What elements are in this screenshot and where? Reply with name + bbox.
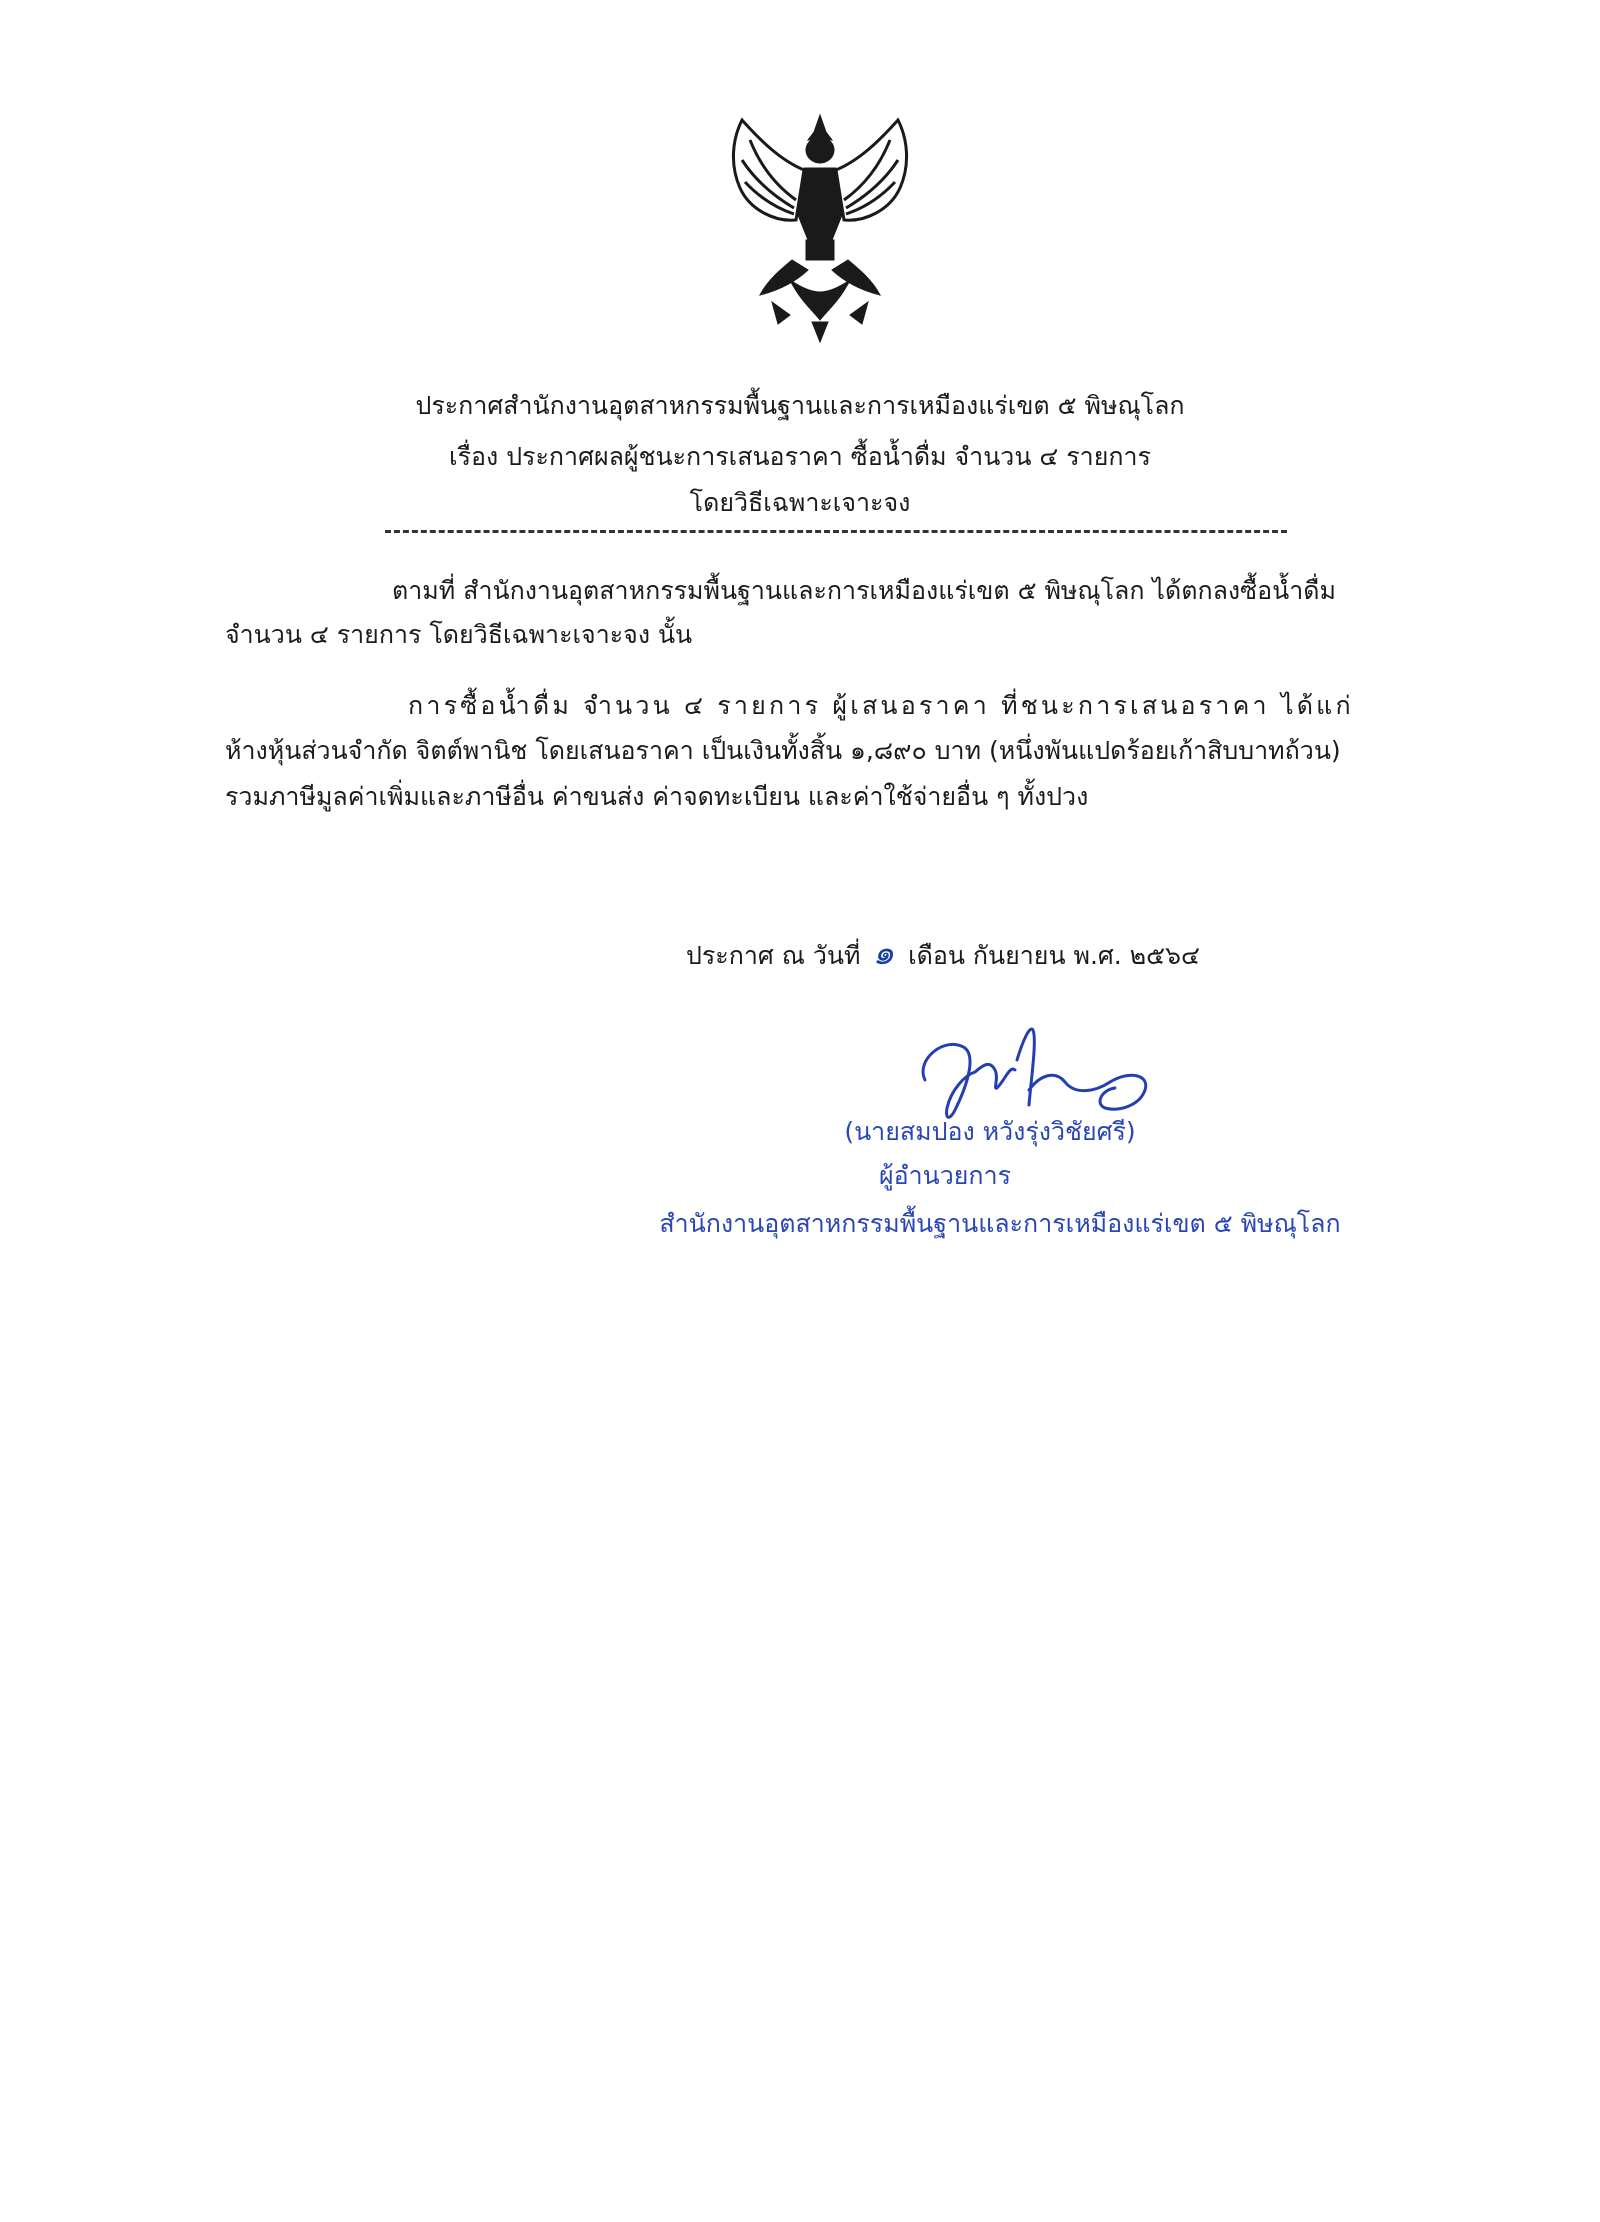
paragraph-1-line-1: ตามที่ สำนักงานอุตสาหกรรมพื้นฐานและการเหมืองแร่เขต ๕ พิษณุโลก ได้ตกลงซื้อน้ำดื่ม (392, 576, 1336, 605)
announcement-title: ประกาศสำนักงานอุตสาหกรรมพื้นฐานและการเหมืองแร่เขต ๕ พิษณุโลก (415, 391, 1185, 420)
garuda-emblem-icon (720, 110, 920, 345)
handwritten-signature (905, 1020, 1165, 1130)
announcement-subject: เรื่อง ประกาศผลผู้ชนะการเสนอราคา ซื้อน้ำดื่ม จำนวน ๔ รายการ (449, 442, 1151, 471)
signatory-name: (นายสมปอง หวังรุ่งวิชัยศรี) (844, 1117, 1136, 1146)
date-suffix: เดือน กันยายน พ.ศ. ๒๕๖๔ (908, 941, 1200, 970)
header-divider (385, 530, 1287, 533)
signatory-title: ผู้อำนวยการ (878, 1161, 1012, 1190)
paragraph-1-line-2: จำนวน ๔ รายการ โดยวิธีเฉพาะเจาะจง นั้น (225, 620, 693, 649)
date-prefix: ประกาศ ณ วันที่ (686, 941, 861, 970)
paragraph-2-line-2: ห้างหุ้นส่วนจำกัด จิตต์พานิช โดยเสนอราคา เป็นเงินทั้งสิ้น ๑,๘๙๐ บาท (หนึ่งพันแปดร้อยเก้าสิบบาทถ้วน) (225, 736, 1341, 765)
paragraph-2-line-3: รวมภาษีมูลค่าเพิ่มและภาษีอื่น ค่าขนส่ง ค่าจดทะเบียน และค่าใช้จ่ายอื่น ๆ ทั้งปวง (225, 782, 1089, 811)
announcement-date (686, 933, 1200, 973)
announcement-method: โดยวิธีเฉพาะเจาะจง (689, 488, 911, 517)
date-day: ๑ (872, 933, 895, 973)
paragraph-2-line-1: การซื้อน้ำดื่ม จำนวน ๔ รายการ ผู้เสนอราคา ที่ชนะการเสนอราคา ได้แก่ (408, 691, 1354, 720)
signatory-organization: สำนักงานอุตสาหกรรมพื้นฐานและการเหมืองแร่เขต ๕ พิษณุโลก (659, 1209, 1341, 1238)
